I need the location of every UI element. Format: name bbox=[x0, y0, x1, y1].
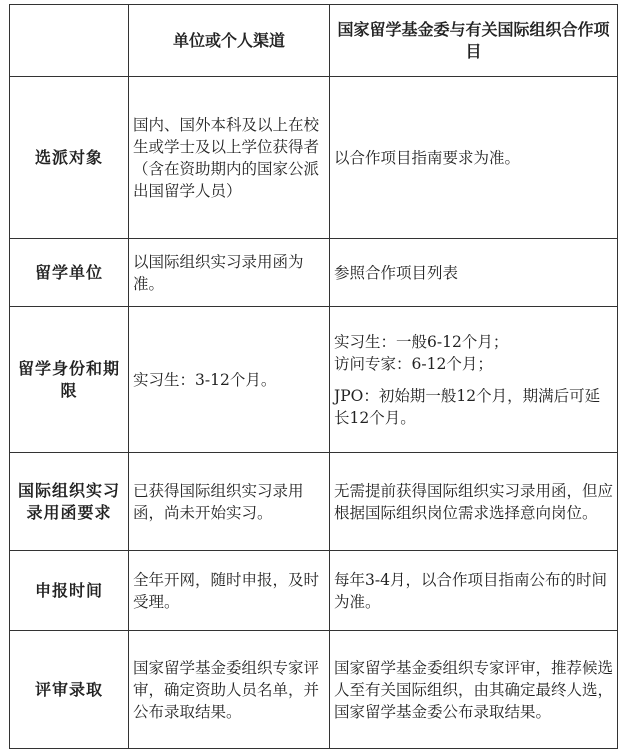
cell-line: 实习生：一般6-12个月； bbox=[334, 332, 509, 351]
header-blank-cell bbox=[10, 5, 129, 77]
cell-line: 访问专家：6-12个月； bbox=[334, 354, 493, 373]
cell-cooperation: 以合作项目指南要求为准。 bbox=[330, 77, 618, 239]
row-label: 申报时间 bbox=[10, 551, 129, 631]
header-row bbox=[10, 5, 618, 77]
row-label: 留学身份和期限 bbox=[10, 307, 129, 453]
cell-individual: 以国际组织实习录用函为准。 bbox=[129, 239, 330, 307]
table-row bbox=[10, 307, 618, 453]
cell-cooperation bbox=[330, 307, 618, 453]
cell-individual: 实习生：3-12个月。 bbox=[129, 307, 330, 453]
row-label: 留学单位 bbox=[10, 239, 129, 307]
cell-individual: 国家留学基金委组织专家评审，确定资助人员名单，并公布录取结果。 bbox=[129, 631, 330, 749]
cell-cooperation: 无需提前获得国际组织实习录用函，但应根据国际组织岗位需求选择意向岗位。 bbox=[330, 453, 618, 551]
cell-cooperation: 参照合作项目列表 bbox=[330, 239, 618, 307]
cell-cooperation: 每年3-4月，以合作项目指南公布的时间为准。 bbox=[330, 551, 618, 631]
row-label: 选派对象 bbox=[10, 77, 129, 239]
table-row bbox=[10, 453, 618, 551]
cell-individual: 已获得国际组织实习录用函，尚未开始实习。 bbox=[129, 453, 330, 551]
table-row bbox=[10, 77, 618, 239]
cell-individual: 全年开网，随时申报，及时受理。 bbox=[129, 551, 330, 631]
header-channel-individual: 单位或个人渠道 bbox=[129, 5, 330, 77]
table-row bbox=[10, 551, 618, 631]
row-label: 评审录取 bbox=[10, 631, 129, 749]
cell-line: JPO：初始期一般12个月，期满后可延长12个月。 bbox=[334, 386, 601, 427]
cell-cooperation: 国家留学基金委组织专家评审，推荐候选人至有关国际组织，由其确定最终人选，国家留学基金委公布录取结果。 bbox=[330, 631, 618, 749]
table-row bbox=[10, 239, 618, 307]
row-label: 国际组织实习录用函要求 bbox=[10, 453, 129, 551]
comparison-table bbox=[9, 4, 618, 749]
cell-individual: 国内、国外本科及以上在校生或学士及以上学位获得者（含在资助期内的国家公派出国留学人员） bbox=[129, 77, 330, 239]
table-row bbox=[10, 631, 618, 749]
header-channel-cooperation: 国家留学基金委与有关国际组织合作项目 bbox=[330, 5, 618, 77]
